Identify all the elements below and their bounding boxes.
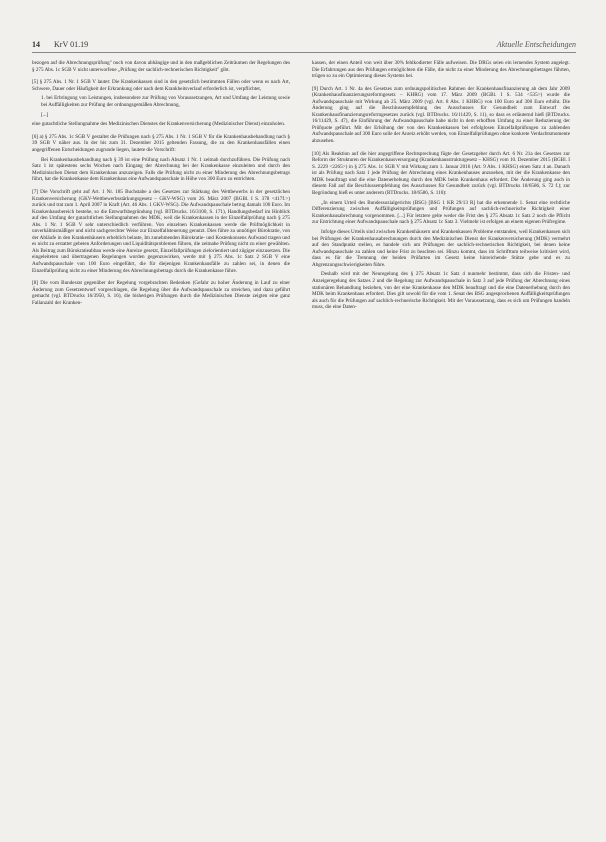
statute-quote: Bei Krankenhausbehandlung nach § 39 ist eine Prüfung nach Absatz 1 Nr. 1 zeitnah durchzuführen. Die Prüfung nach Satz 1 ist spätestens sechs Wochen nach Eingang der Abrechnung bei der Krankenkasse einzuleiten und durch den Medizinischen Dienst dem Krankenhaus anzuzeigen. Falls die Prüfung nicht zu einer Minderung des Abrechnungsbetrags führt, hat die Krankenkasse dem Krankenhaus eine Aufwandspauschale in Höhe von 300 Euro zu entrichten. [32, 156, 290, 183]
paragraph-9: [9] Durch Art. 1 Nr. 4a des Gesetzes zum ordnungspolitischen Rahmen der Krankenhausfinanzierung ab dem Jahr 2009 (Krankenhausfinanzierungsreformgesetz – KHRG) vom 17. März 2009 (BGBl. I S. 534 <535>) wurde die Aufwandspauschale mit Wirkung ab 25. März 2009 (vgl. Art. 8 Abs. 1 KHRG) von 100 Euro auf 300 Euro erhöht. Die Änderung ging auf die Beschlussempfehlung des Ausschusses für Gesundheit zum Entwurf des Krankenhausfinanzierungsreformgesetzes zurück (vgl. BTDrucks. 16/11429, S. 11), so dass es erläuternd hieß (BTDrucks. 16/11429, S. 47), die Einführung der Aufwandspauschale habe nicht in dem erhofften Umfang zu einer Reduzierung der Prüfquote geführt. Mit der Erhöhung der von den Krankenkassen bei erfolglosen Einzelfallprüfungen zu zahlenden Aufwandspauschale auf 300 Euro solle der Anreiz erhöht werden, von Einzelfallprüfungen ohne konkrete Verdachtsmomente abzusehen. [312, 85, 570, 145]
paragraph: Infolge dieses Urteils sind zwischen Krankenhäusern und Krankenkassen Probleme entstanden, weil Krankenkassen sich bei Prüfungen der Krankenhausabrechnungen durch den Medizinischen Dienst der Krankenversicherung (MDK) vermehrt auf den Standpunkt stellen, es handele sich um Prüfungen der sachlich-rechnerischen Richtigkeit, bei denen keine Aufwandspauschale zu zahlen und keine Frist zu beachten sei. Hinzu kommt, dass im Schrifttum teilweise kritisiert wird, dass es für die Trennung der beiden Prüfarten im Gesetz keine hinreichende Stütze gebe und es zu Abgrenzungsschwierigkeiten führe. [312, 228, 570, 268]
quoted-ellipsis: [...] [41, 111, 49, 118]
journal-title: KrV 01.19 [54, 40, 89, 49]
quoted-list-item: 1. bei Erbringung von Leistungen, insbesondere zur Prüfung von Voraussetzungen, Art und Umfang der Leistung sowie bei Auffälligkeiten zur Prüfung der ordnungsgemäßen Abrechnung, [41, 95, 290, 108]
page-header [32, 40, 576, 53]
section-title: Aktuelle Entscheidungen [496, 40, 576, 49]
legislative-quote: „In einem Urteil des Bundessozialgerichts (BSG) [BSG 1 KR 29/13 R] hat die erkennende 1. Senat eine rechtliche Differenzierung zwischen Auffälligkeitsprüfungen und Prüfungen auf sachlich-rechnerische Richtigkeit einer Krankenhausabrechnung vorgenommen. [...] Für letztere gelte weder die Frist des § 275 Absatz 1c Satz 2 noch die Pflicht zur Entrichtung einer Aufwandspauschale nach § 275 Absatz 1c Satz 3. Vielmehr ist erfolgen an einem eigenen Prüfregime. [312, 199, 570, 226]
paragraph-6: [6] a) § 275 Abs. 1c SGB V gestaltet die Prüfungen nach § 275 Abs. 1 Nr. 1 SGB V für die Krankenhausbehandlung nach § 39 SGB V näher aus. In der bis zum 31. Dezember 2015 geltenden Fassung, die zu den Krankenhausfällen einen angegriffenen Entscheidungen zugrunde liegen, lautete die Vorschrift: [32, 133, 290, 154]
paragraph: Deshalb wird mit der Neuregelung des § 275 Absatz 1c Satz 4 nunmehr bestimmt, dass sich die Fristen- und Anzeigeregelung des Satzes 2 und die Regelung zur Aufwandspauschale in Satz 3 auf jede Prüfung der Abrechnung eines stationären Behandlung beziehen, von der eine Krankenkasse den MDK beauftragt und die eine Datenerhebung durch den MDK beim Krankenhaus erfordert. Dies gilt sowohl für die vom 1. Senat des BSG angesprochenen Auffälligkeitsprüfungen als auch für die Prüfungen auf sachlich-rechnerische Richtigkeit. Mit der Voraussetzung, dass es sich um Prüfungen handeln muss, die eine Daten- [312, 271, 570, 311]
paragraph-8: [8] Die vom Bundesrat gegenüber der Regelung vorgebrachten Bedenken (Gefahr zu hoher Änderung in Lauf zu einer Änderung zum Gesetzentwurf vorgeschlagen, die Regelung über die Aufwandspauschale zu streichen, und dazu geführt gemacht (vgl. BTDrucks 16/3950, S. 16), die bisherigen Prüfungen durch die Medizinischen Dienste zeigten eine ganz Fallanzahl der Kranken- [32, 280, 290, 306]
paragraph: kassen, der einen Anteil von weit über 30% fehlkodierter Fälle aufweisen. Die DRGs seien ein lernendes System angelegt. Die Erfahrungen aus den Prüfungen ermöglichten die Fälle, die nicht zu einer Minderung des Abrechnungsbetrages führten, trügen so zu ein Optimierung dieses Systems bei. [312, 60, 570, 80]
paragraph: eine gutachtliche Stellungnahme des Medizinischen Dienstes der Krankenversicherung (Medizinischer Dienst) einzuholen. [32, 121, 286, 128]
paragraph-7: [7] Die Vorschrift geht auf Art. 1 Nr. 185 Buchstabe a des Gesetzes zur Stärkung des Wettbewerbs in der gesetzlichen Krankenversicherung (GKV-Wettbewerbsstärkungsgesetz – GKV-WSG) vom 26. März 2007 (BGBl. I S. 378 <417f.>) zurück und trat zum 1. April 2007 in Kraft (Art. 46 Abs. 1 GKV-WSG). Die Aufwandspauschale betrug damals 100 Euro. Im Krankenhausbereich bestehe, so die Entwurfsbegründung (vgl. BTDrucks. 16/3100, S. 171), Handlungsbedarf im Hinblick auf den Umfang der gutachtlichen Stellungnahmen des MDK, weil die Krankenkassen in der Einzelfallprüfung nach § 275 Abs. 1 Nr. 1 SGB V sehr unterschiedlich verführen. Von einzelnen Krankenkassen werde die Prüfmöglichkeit in unverhältnismäßiger und nicht sachgerechter Weise zur Einzelfallsteuerung genutzt. Dies führe zu unnötiger Bürokratie, von der Abläufe in den Krankenhäusern erheblich belaste, Im zunehmenden Bürokratie- und Kostenkonsens Aufwand tragen und es nicht zu erstattet gebeten Anforderungen und Liquiditätsproblemen führen, die zeitnahe Prüfung nicht zu einer gewählten. Als Beitrag zum Bürokratieabbau werde eine Anreize gesetzt, Einzelfallprüfungen zielorientiert und zügiger einzusetzen. Die eingeleiteten und übertragenen Regelungen wurden gegenzuwirken, werde mit § 275 Abs. 1c Satz 2 SGB V eine Aufwandspauschale von 100 Euro eingeführt, die für diejenigen Krankenhausfälle zu zahlen sei, in denen die Einzelfallprüfung nicht zu einer Minderung des Abrechnungsbetrags durch die Krankenkasse führe. [32, 188, 290, 274]
page-number: 14 [32, 40, 40, 49]
left-column [32, 60, 290, 309]
paragraph: bezogen auf die Abrechnungsprüfung" noch von davon abhängige und in den maßgeblichen Zeiträumen der Regelungen des § 275 Abs. 1c SGB V nicht unterworfene „Prüfung der sachlich-rechnerischen Richtigkeit" gibt. [32, 60, 290, 73]
right-column [312, 60, 570, 314]
paragraph-10: [10] Als Reaktion auf die hier angegriffene Rechtsprechung fügte der Gesetzgeber durch Art. 6 Nr. 21a des Gesetzes zur Reform der Strukturen der Krankenhausversorgung (Krankenhausstrukturgesetz – KHSG) vom 10. Dezember 2015 (BGBl. I S. 2229 <2265>) in § 275 Abs. 1c SGB V mit Wirkung zum 1. Januar 2016 (Art. 9 Abs. 1 KHSG) einen Satz 4 an. Danach ist als Prüfung nach Satz 1 jede Prüfung der Abrechnung eines Krankenhauses anzusehen, mit der die Krankenkasse den MDK beauftragt und die eine Datenerhebung durch den MDK beim Krankenhaus erfordert. Die Änderung ging auch in diesem Fall auf die Beschlussempfehlung des Ausschusses für Gesundheit zurück (vgl. BTDrucks 18/6586, S. 72 f.); zur Begründung hieß es unter anderem (BTDrucks. 18/6586, S. 110): [312, 150, 570, 196]
paragraph-5: [5] § 275 Abs. 1 Nr. 1 SGB V lautet: Die Krankenkassen sind in den gesetzlich bestimmten Fällen oder wenn es nach Art, Schwere, Dauer oder Häufigkeit der Erkrankung oder nach dem Krankheitsverlauf erforderlich ist, verpflichtet, [32, 79, 290, 92]
